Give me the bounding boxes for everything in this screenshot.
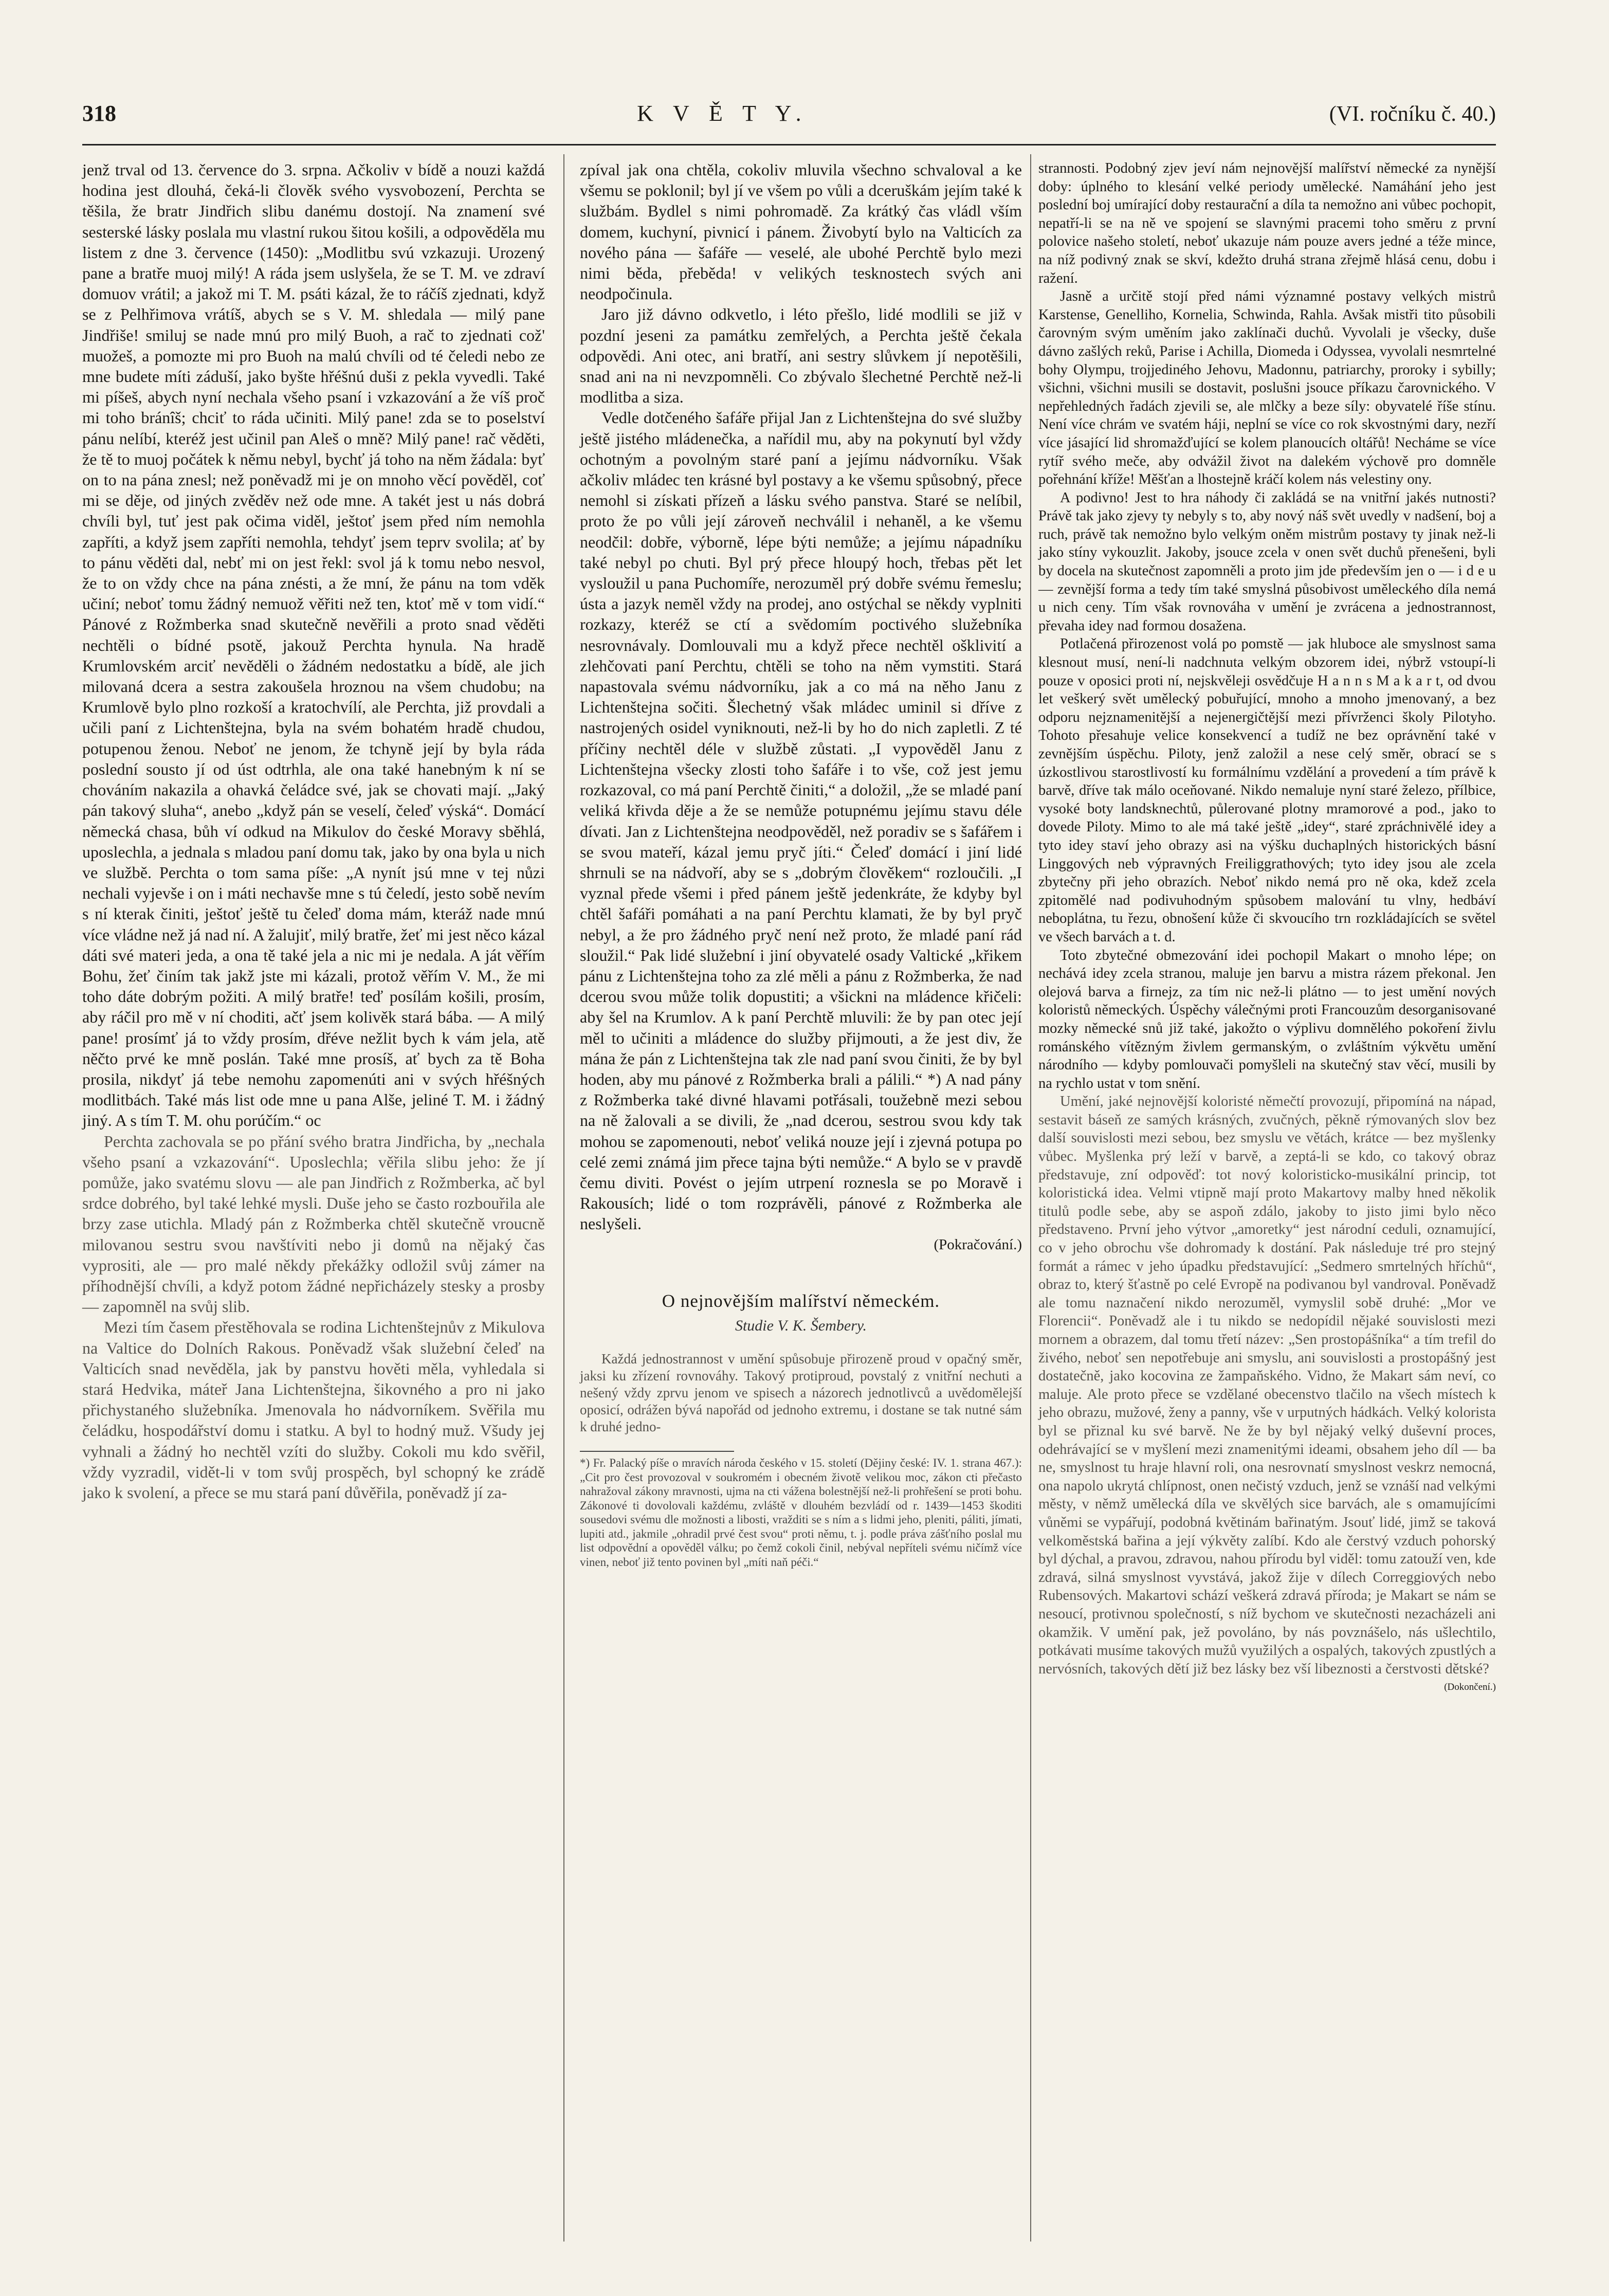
paragraph: Potlačená přirozenost volá po pomstě — jak hluboce ale smyslnost sama klesnout musí, není-li nadchnuta velkým obzorem idei, nýbrž vstoupí-li pouze v oposici proti ní, nejskvěleji osvědčuje H a n n s M a k a r t, od dvou let veškerý svět umělecký pobuřující, mnoho a mnoho jmenovaný, a bez odporu nejznamenitější a nejenergičtější mezi přívrženci školy Pilotyho. Tohoto přesahuje velice konsekvencí a tudíž ne bez oprávnění také v zevnějším úspěchu. Piloty, jenž založil a nese celý směr, obrací se s úzkostlivou starostlivostí ku formálnímu vzdělání a provedení a tím právě k barvě, dříve tak málo oceňované. Nikdo nemaluje nyní staré železo, přílbice, vysoké boty landsknechtů, půlerované plotny mramorové a pod., jako to dovede Piloty. Mimo to ale má také ještě „idey“, staré zpráchnivělé idey a tyto idey staví jeho obrazy asi na výšku duchaplných historických básní Linggových neb výpravných Freiliggrathových; tyto idey jsou ale zcela zbytečny při jeho obrazích. Neboť nikdo nemá pro ně oka, kdež zcela zpitomělé nad podivuhodným spůsobem malování tu vlny, hedbáví neboplátna, tu řezu, obnošení kůže či skvoucího trn rozkládajících se světel ve všech barvách a t. d. (1038, 636, 1496, 945)
paragraph: jenž trval od 13. července do 3. srpna. Ačkoliv v bídě a nouzi každá hodina jest dlouhá, čeká-li člověk svého vysvobození, Perchta se těšila, že bratr Jindřich slibu danému dostojí. Na znamení své sesterské lásky poslala mu vlastní rukou šitou košili, a odpověděla mu listem z dne 3. července (1450): „Modlitbu svú vzkazuji. Urozený pane a bratře muoj milý! A ráda jsem uslyšela, že se T. M. ve zdraví domuov vrátil; a jakož mi T. M. psáti kázal, že to ráčíš zjednati, když se z Pelhřimova vrátíš, abych se s V. M. shledala — milý pane Jindřiše! smiluj se nade mnú pro milý Buoh, a rač to zjednati což' muožeš, a pomozte mi pro Buoh na malú chvíli od té čeledi nebo ze mne budete míti záduší, jako byšte hřéšnú duši z pekla vyvedli. Také mi píšeš, abych nyní nechala všeho psaní i vzkazování a že víš proč mi toho bránîš; chciť to ráda učiniti. Milý pane! zda se to poselství pánu nelíbí, kteréž jest učinil pan Aleš o mně? Milý pane! rač věděti, že tě to muoj počátek k němu nebyl, bychť já toho na něm žádala: byť on to na pána znesl; než poněvadž mi je on mnoho věcí pověděl, coť mi se děje, od jiných zvěděv než ode mne. A takét jest u nás dobrá chvíli byl, tuť jest pak očima viděl, ještoť jsem před ním nemohla zapříti, a když jsem zapříti nemohla, tehdyť jsem teprv svolila; ať by to pánu věděti dal, nebť mi on jest řekl: svol já k tomu nebo nesvol, že to on vždy chce na pána znésti, a že mní, že pánu na tom vděk učiní; neboť tomu žádný nemuož věřiti než ten, ktoť mě v tom vidí.“ Pánové z Rožmberka snad skutečně nevěřili a proto snad věděti nechtěli o bídné psotě, jakouž Perchta hynula. Na hradě Krumlovském arciť nevěděli o žádném nedostatku a bídě, ale jich milovaná dcera a sestra zakoušela hroznou na všem chudobu; na Krumlově bylo plno rozkoší a kratochvílí, ale Perchta, již provdali a učili paní z Lichtenštejna, byla na svém bohatém hradě chudou, potupenou ženou. Neboť ne jenom, že tchyně její by byla ráda poslední sousto jí od úst odtrhla, ale ona také hanebným k ní se chováním nakazila a ohavká čeládce své, jak se chovati mají. „Jaký pán takový sluha“, anebo „když pán se veselí, čeleď výská“. Domácí německá chasa, bůh ví odkud na Mikulov do české Moravy sběhlá, uposlechla, a jednala s mladou paní domu tak, jako by ona byla u nich ve službě. Perchta o tom sama píše: „A nynít jsú mne v tej nůzi nechali vyjevše i on i máti nechavše mne s tú čeledí, jesto sobě nevím s ní kterak činiti, ještoť ještě tu čeleď doma mám, kteráž nade mnú více vládne než já nad ní. A žalujiť, milý bratře, žeť mi jest něco kázal dáti své materi jeda, a ona tě také jela a nic mi je nedala. A ját věřím Bohu, žeť činím tak jakž jste mi kázali, protož věřím V. M., že mi toho dáte dobrým požiti. A milý bratře! teď posílám košili, prosím, aby ráčil pro mě v ní choditi, ačť jsem kolivěk stará bába. — A milý pane! prosímť já to vždy prosím, dřéve nežlit bych k vám jela, atě něčto prvé ke mně poslán. Také mne prosíš, ať bych za tě Boha prosila, nikdyť já tebe nemohu zapomenúti ani v svých hřéšných modlitbách. Také más list ode mne u pana Alše, jeliné T. M. i žádný jiný. A s tím T. M. ohu porúčím.“ oc (82, 160, 545, 1130)
paragraph: zpíval jak ona chtěla, cokoliv mluvila všechno schvaloval a ke všemu se poklonil; byl jí ve všem po vůli a dceruškám jejím také k službám. Bydlel s nimi pohromadě. Za krátký čas vládl vším domem, kuchyní, pivnicí i pánem. Živobytí bylo na Valticích za nového pána — šafáře — veselé, ale ubohé Perchtě bylo mezi nimi běda, přeběda! v velikých tesknostech svých ani neodpočinula. (580, 160, 1022, 303)
journal-title: K V Ě T Y. (637, 101, 809, 126)
header-rule (82, 144, 1496, 145)
conclusion-note: (Dokončení.) (1444, 1682, 1496, 1693)
footnote-rule (580, 1451, 734, 1452)
paragraph: Jaro již dávno odkvetlo, i léto přešlo, lidé modlili se již v pozdní jeseni za památku zemřelých, a Perchta ještě čekala odpovědi. Ani otec, ani bratří, ani sestry slůvkem jí nepotěšili, snad ani na ni nevzpomněli. Co zbývalo šlechetné Perchtě než-li modlitba a siza. (580, 305, 1022, 407)
paragraph: Jasně a určitě stojí před námi významné postavy velkých mistrů Karstense, Genelliho, Kornelia, Schwinda, Rahla. Avšak mistři tito působili čarovným svým uměním jako zaklínači duchů. Vyvolali je všecky, duše dávno zašlých reků, Parise i Achilla, Diomeda i Odyssea, vyvolali nesmrtelné bohy Olympu, trojjediného Jehovu, Madonnu, patriarchy, proroky i sybilly; všichni, všichni musili se dostavit, poslušni jsouce příkazu čarovnického. V nepřehledných řadách zjevili se, ale mlčky a beze síly: obyvatelé říše stínu. Není více chrám ve svatém háji, neplní se více co rok skvostnými dary, nezří více jásající lid shromažďující se kolem planoucích oltářů! Necháme se více rytíř svého meče, aby odvážil život na dalekém výchově pro domněle pořehnání kříže! Měšťan a lhostejně kráčí kolem nás velestiny ony. (1038, 288, 1496, 488)
paragraph: Vedle dotčeného šafáře přijal Jan z Lichtenštejna do své služby ještě jistého mládenečka, a nařídil mu, aby na pokynutí byl vždy ochotným a povolným staré paní a jejímu nádvorníku. Však ačkoliv mládec ten krásné byl postavy a ke všemu spůsobný, přece nemohl si získati přízeň a lásku svého panstva. Staré se nelíbil, proto že po vůli její zároveň nechválil i nehaněl, a ke všemu neodčil: dobře, výborně, lépe býti nemůže; a jejímu nápadníku také nebyl po chuti. Byl prý přece hloupý hoch, třebas pět let vysloužil u pana Puchomíře, nerozuměl prý dobře svému řemeslu; ústa a jazyk neměl vždy na prodej, ano ostýchal se někdy vyplniti rozkazy, kteréž se ctí a svědomím poctivého služebníka nesrovnávaly. Domlouvali mu a když přece nechtěl ošklivití a zlehčovati paní Perchtu, chtěli se toho na něm vymstiti. Stará napastovala svému nádvorníku, jak a co má na něho Janu z Lichtenštejna sočiti. Šlechetný však mládec uminil si dříve z nastrojených osidel vyniknouti, než-li by ho do nich zapletli. Z té příčiny nechtěl déle v službě zůstati. „I vypověděl Janu z Lichtenštejna všecky zlosti toho šafáře i to vše, což jest jemu rozkazoval, co má paní Perchtě činiti,“ a doložil, „že se mladé paní veliká křivda děje a že se nemůže potupnému jejímu stavu déle dívati. Jan z Lichtenštejna neodpověděl, než poradiv se s šafářem i se svou mateří, kázal jemu pryč jíti.“ Čeleď domácí i jiní lidé shrnuli se na nádvoří, aby se s „dobrým člověkem“ rozloučili. „I vyznal přede všemi i před pánem ještě jedenkráte, že kdyby byl chtěl šafáři pomáhati a na paní Perchtu klamati, že by byl pryč nebyl, a že pro žádného pryč není než proto, že mladé paní rád sloužil.“ Pak lidé služební i jiní obyvatelé osady Valtické „křikem pánu z Lichtenštejna toho za zlé měli a pánu z Rožmberka, že nad dcerou svou může tolik dopustiti; a všickni na mládence křičeli: aby šel na Krumlov. A k paní Perchtě mluvili: že by pan otec její měl to učiniti a mládence do služby přijmouti, a že jest div, že mána že pán z Lichtenštejna tak zle nad paní svou činiti, že by byl hoden, aby mu pánové z Rožmberka brali a pálili.“ *) A nad pány z Rožmberka také divné hlavami potřásali, toužebně mezi sebou na ně žalovali a se divili, že „nad dcerou, sestrou svou kdy tak mohou se zapomenouti, neboť veliká nouze její i zjevná potupa po celé zemi známá jim přece tajna býti nemůže.“ A bylo se v pravdě čemu diviti. Povést o jejím utrpení roznesla se po Moravě i Rakousích; lidé o tom rozprávěli, pánové z Rožmberka ale neslyšeli. (580, 408, 1022, 1233)
column-2 (580, 159, 1022, 1569)
paragraph: Toto zbytečné obmezování idei pochopil Makart o mnoho lépe; on nechává idey zcela stranou, maluje jen barvu a mistra rázem překonal. Jen olejová barva a firnejz, za tím nic než-li plátno — to jest umění nových koloristů německých. Úspěchy válečnými proti Francouzům desorganisované mozky německé snů již také, jakožto o výplivu domnělého pokoření živlu románského vítězným živlem germanským, o zvláštním výkvětu umění národního — kdyby pomlouvači pomyšleli na skutečný stav věcí, musili by na rychlo ustat v tom snění. (1038, 947, 1496, 1091)
volume-info: (VI. ročníku č. 40.) (1329, 102, 1496, 126)
continuation-note: (Pokračování.) (934, 1236, 1022, 1253)
footnote-text: *) Fr. Palacký píše o mravích národa českého v 15. století (Dějiny české: IV. 1. strana 467.): „Cit pro čest provozoval v soukromém i obecném životě velikou moc, zákon cti přečasto nahražoval zákony mravnosti, ujma na cti vážena bolestnější než-li prohřešení se proti bohu. Zákonové ti dovolovali každému, zvláště v dlouhém bezvládí od r. 1439—1453 škoditi sousedovi svému dle možnosti a libosti, vražditi se s ním a s lidmi jeho, pleniti, páliti, jímati, lupiti atd., jakmile „ohradil prvé čest svou“ proti němu, t. j. podle práva zášťního poslal mu list odpovědní a opověděl válku; po čemž cokoli činil, nebýval nepříteli svému ničímž více vinen, neboť již tento povinen byl „míti naň péči.“ (580, 1456, 1022, 1569)
paragraph: Umění, jaké nejnovější koloristé němečtí provozují, připomíná na nápad, sestavit báseň ze samých krásných, zvučných, pěkně rýmovaných slov bez další souvislosti mezi sebou, bez smyslu ve větách, krátce — bez myšlenky vůbec. Myšlenka prý leží v barvě, a zeptá-li se kdo, co takový obraz představuje, zní odpověď: tot nový koloristicko-musikální princip, tot koloristická idea. Velmi vtipně mají proto Makartovy malby hned několik titulů podle sebe, aby se aspoň zdálo, jakoby to jisto jimi bylo něco představeno. První jeho výtvor „amoretky“ jest národní ceduli, oznamující, co v jeho obrochu vše dohromady k dostání. Pak následuje tré pro stejný formát a rámec v jeho úpadku představující: „Sedmero smrtelných hříchů“, obraz to, který šťastně po celé Evropě na podivanou byl vandroval. Poněvadž ale tomu naznačení nikdo nerozuměl, vymyslil sobě druhé: „Mor ve Florencii“. Poněvadž ale i tu nikdo se nedopídil nějaké souvislosti mezi mornem a obrazem, dal tomu třetí název: „Sen prostopášníka“ a tím trefil do živého, neboť sen nepotřebuje ani smyslu, ani souvislosti a prostopášný jest dostatečně, jako kocovina ze žampaňského. Vidno, že Makart sám neví, co maluje. Ale proto přece se vzdělané obecenstvo tlačilo na všech místech k jeho obrazu, mužové, ženy a panny, vše v urputných hádkách. Velký kolorista byl se přiznal ku své barvě. Ne že by byl nějaký velký duševní proces, odehrávající se v myšlení mezi znamenitými ideami, obsahem jeho díl — ba ne, smyslnost tu hraje hlavní roli, ona nesrovnatí smyslnost veskrz nemocná, ona napolo ukrytá chlípnost, onen nečistý vzduch, jenž se vznáší nad velkými městy, v němž umělecká díla ve skvělých sice barvách, ale s omamujícími vůněmi se vypářují, podobná květinám bařinatým. Jsouť lidé, jimž se taková velkoměstská bařina a její výkvěty zalíbí. Kdo ale čerstvý vzduch pohorský byl dýchal, a pravou, zdravou, nahou přírodu byl viděl: tomu zatouží ven, kde zdravá, silná smyslnost vyvstává, jakož žije v dílech Correggiových nebo Rubensových. Makartovi schází veškerá zdravá příroda; je Makart se nám se nesoucí, protivnou společností, s níž bychom ve skutečnosti nezacházeli ani okamžik. V umění pak, jež povoláno, by nás povznášelo, nás ušlechtilo, potkávati musíme takových mužů využilých a ospalých, takových zpustlých a nervósních, takových dětí již bez lásky bez vší libeznosti a čerstvosti dětské? (1038, 1094, 1496, 1677)
column-divider-2 (1030, 154, 1031, 2242)
article-title: O nejnovějším malířství německém. (662, 1290, 940, 1311)
footnote (580, 1451, 1022, 1569)
paragraph: strannosti. Podobný zjev jeví nám nejnovější malířství německé za nynější doby: úplného to klesání velké periody umělecké. Namáhání jeho jest poslední boj umírající doby restaurační a díla ta nemožno ani vůbec pochopit, nepatří-li se na ně ve spojení se slavnými pracemi toho směru z první polovice našeho století, neboť ukazuje nám pouze avers jedné a téže mince, na níž podivný znak se skví, kdežto druhá strana zřejmě hlásá cenu, dobu i ražení. (1038, 160, 1496, 286)
article-subtitle: Studie V. K. Šembery. (735, 1317, 867, 1334)
article-intro: Každá jednostrannost v umění spůsobuje přirozeně proud v opačný směr, jaksi ku zřízení rovnováhy. Takový protiproud, povstalý z vnitřní nechuti a nešený vždy zprvu jenom ve spisech a názorech jednotlivců a uvědomělejší oposicí, odrážen bývá napořád od jednoho extremu, i dostane se tak nutné sám k druhé jedno- (580, 1351, 1022, 1435)
page-number: 318 (82, 101, 116, 126)
paragraph: A podivno! Jest to hra náhody či zakládá se na vnitřní jakés nutnosti? Právě tak jako zjevy ty nebyly s to, aby nový náš svět uvedly v nadšení, boj a ruch, právě tak nemožno bylo velkým oněm mistrům postavy ty jinak než-li jako stíny vykouzlit. Jakoby, jsouce zcela v onen svět duchů přenešeni, byli by docela na skutečnost zapomněli a proto jim jde především jen o — i d e u — zevnější forma a tedy tím také smyslná působivost uměleckého díla nemá u nich ceny. Tím však rovnováha v umění je zvrácena a jednostrannost, převaha idey nad formou dosažena. (1038, 489, 1496, 634)
column-1 (82, 159, 545, 1503)
column-divider-1 (563, 154, 564, 2242)
column-3 (1038, 159, 1496, 1697)
page-header (82, 100, 1496, 136)
paragraph: Mezi tím časem přestěhovala se rodina Lichtenštejnův z Mikulova na Valtice do Dolních Rakous. Poněvadž však služební čeleď na Valticích snad nevěděla, jak by panstvu hověti měla, vyhledala si stará Hedvika, máteř Jana Lichtenštejna, šikovného a pro ni jako přichystaného služebníka. Jmenovala ho nádvorníkem. Svěřila mu čeládku, hospodářství domu i statku. A byl to hodný muž. Všudy jej vyhnali a žádný ho nechtěl vzíti do služby. Cokoli mu kdo svěřil, vždy vyzradil, vidět-li v tom svůj prospěch, byl schopný ke zrádě jako k svolení, a přece se mu stará paní důvěřila, poněvadž jí za- (82, 1318, 545, 1502)
paragraph: Perchta zachovala se po přání svého bratra Jindřicha, by „nechala všeho psaní a vzkazování“. Uposlechla; věřila slibu jeho: že jí pomůže, jako svatému slovu — ale pan Jindřich z Rožmberka, ač byl srdce dobrého, byl také lehké mysli. Duše jeho se často rozbouřila ale brzy zase utichla. Mladý pán z Rožmberka chtěl skutečně vroucně milovanou sestru svou navštíviti nebo ji domů na nějaký čas vyprositi, ale — pro malé někdy překážky odložil svůj zámer na příhodnější chvíli, a když potom žádné nepřicházely stesky a prosby — zapomněl na svůj slib. (82, 1132, 545, 1316)
